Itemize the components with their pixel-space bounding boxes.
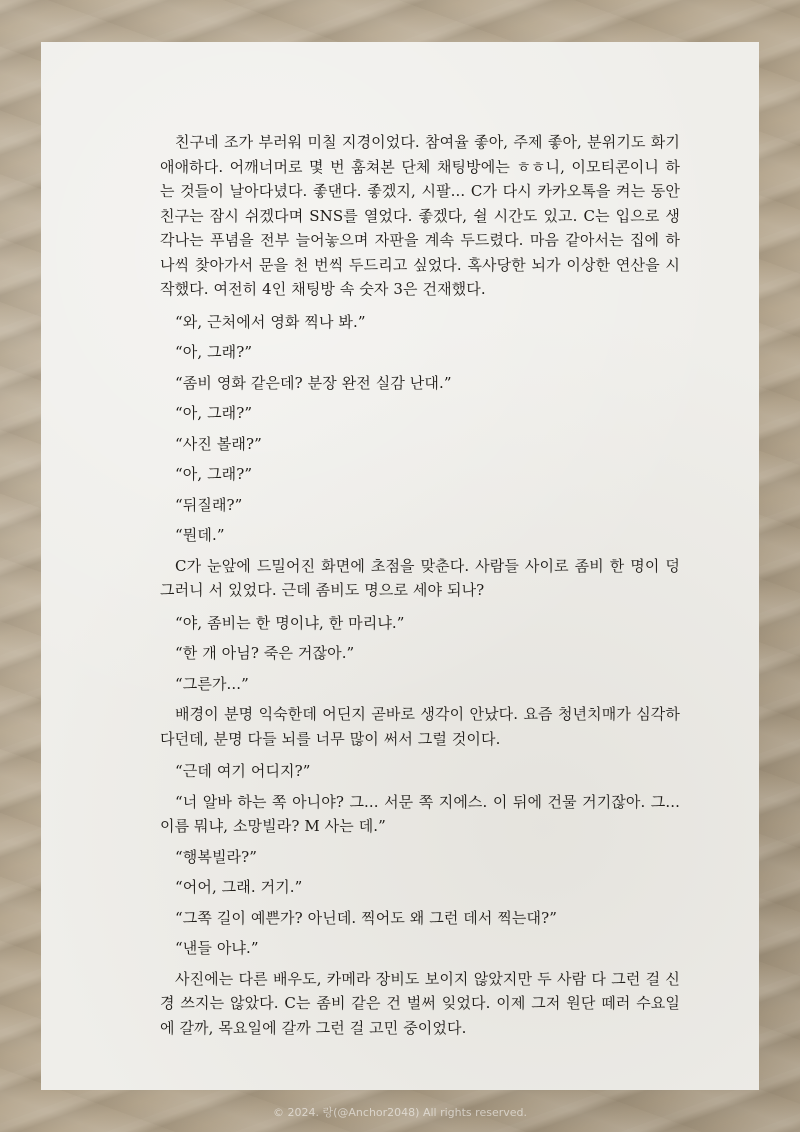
- dialogue-line: “그쪽 길이 예쁜가? 아닌데. 찍어도 왜 그런 데서 찍는대?”: [175, 908, 558, 927]
- dialogue-line: “아, 그래?”: [175, 465, 253, 483]
- dialogue-line: “뒤질래?”: [175, 495, 243, 514]
- paragraph-narration: 사진에는 다른 배우도, 카메라 장비도 보이지 않았지만 두 사람 다 그런 걸 신경 쓰지는 않았다. C는 좀비 같은 건 벌써 잊었다. 이제 그저 원단 떼러 수요일에 갈까, 목요일에 갈까 그런 걸 고민 중이었다.: [160, 969, 680, 1037]
- story-text: [160, 130, 680, 1048]
- dialogue-line: “근데 여기 어디지?”: [175, 762, 311, 780]
- dialogue-line: “그른가...”: [175, 674, 249, 693]
- dialogue-line: “뭔데.”: [175, 526, 225, 544]
- dialogue-line: “아, 그래?”: [175, 404, 253, 422]
- dialogue-line: “야, 좀비는 한 명이냐, 한 마리냐.”: [175, 613, 405, 632]
- paper-page: [41, 42, 759, 1090]
- dialogue-line: “사진 볼래?”: [175, 434, 262, 453]
- paragraph-narration: 친구네 조가 부러워 미칠 지경이었다. 참여율 좋아, 주제 좋아, 분위기도 화기애애하다. 어깨너머로 몇 번 훔쳐본 단체 채팅방에는 ㅎㅎ니, 이모티콘이니 하는 것들이 날아다녔다. 좋댄다. 좋겠지, 시팔... C가 다시 카카오톡을 켜는 동안 친구는 잠시 쉬겠다며 SNS를 열었다. 좋겠다, 쉴 시간도 있고. C는 입으로 생각나는 푸념을 전부 늘어놓으며 자판을 계속 두드렸다. 마음 같아서는 집에 하나씩 찾아가서 문을 천 번씩 두드리고 싶었다. 혹사당한 뇌가 이상한 연산을 시작했다. 여전히 4인 채팅방 속 숫자 3은 건재했다.: [160, 133, 680, 298]
- dialogue-line: “어어, 그래. 거기.”: [175, 878, 303, 896]
- paragraph-narration: 배경이 분명 익숙한데 어딘지 곧바로 생각이 안났다. 요즘 청년치매가 심각하다던데, 분명 다들 뇌를 너무 많이 써서 그럴 것이다.: [160, 705, 680, 748]
- paragraph-narration: C가 눈앞에 드밀어진 화면에 초점을 맞춘다. 사람들 사이로 좀비 한 명이 덩그러니 서 있었다. 근데 좀비도 명으로 세야 되나?: [160, 556, 680, 599]
- dialogue-line: “좀비 영화 같은데? 분장 완전 실감 난대.”: [175, 373, 452, 392]
- copyright-footer: © 2024. 랑(@Anchor2048) All rights reserved.: [273, 1106, 527, 1119]
- dialogue-line: “낸들 아냐.”: [175, 939, 259, 957]
- dialogue-line: “너 알바 하는 쪽 아니야? 그... 서문 쪽 지에스. 이 뒤에 건물 거기잖아. 그... 이름 뭐냐, 소망빌라? M 사는 데.”: [160, 792, 680, 835]
- dialogue-line: “와, 근처에서 영화 찍나 봐.”: [175, 312, 366, 331]
- dialogue-line: “아, 그래?”: [175, 343, 253, 361]
- dialogue-line: “한 개 아님? 죽은 거잖아.”: [175, 644, 355, 662]
- dialogue-line: “행복빌라?”: [175, 847, 258, 866]
